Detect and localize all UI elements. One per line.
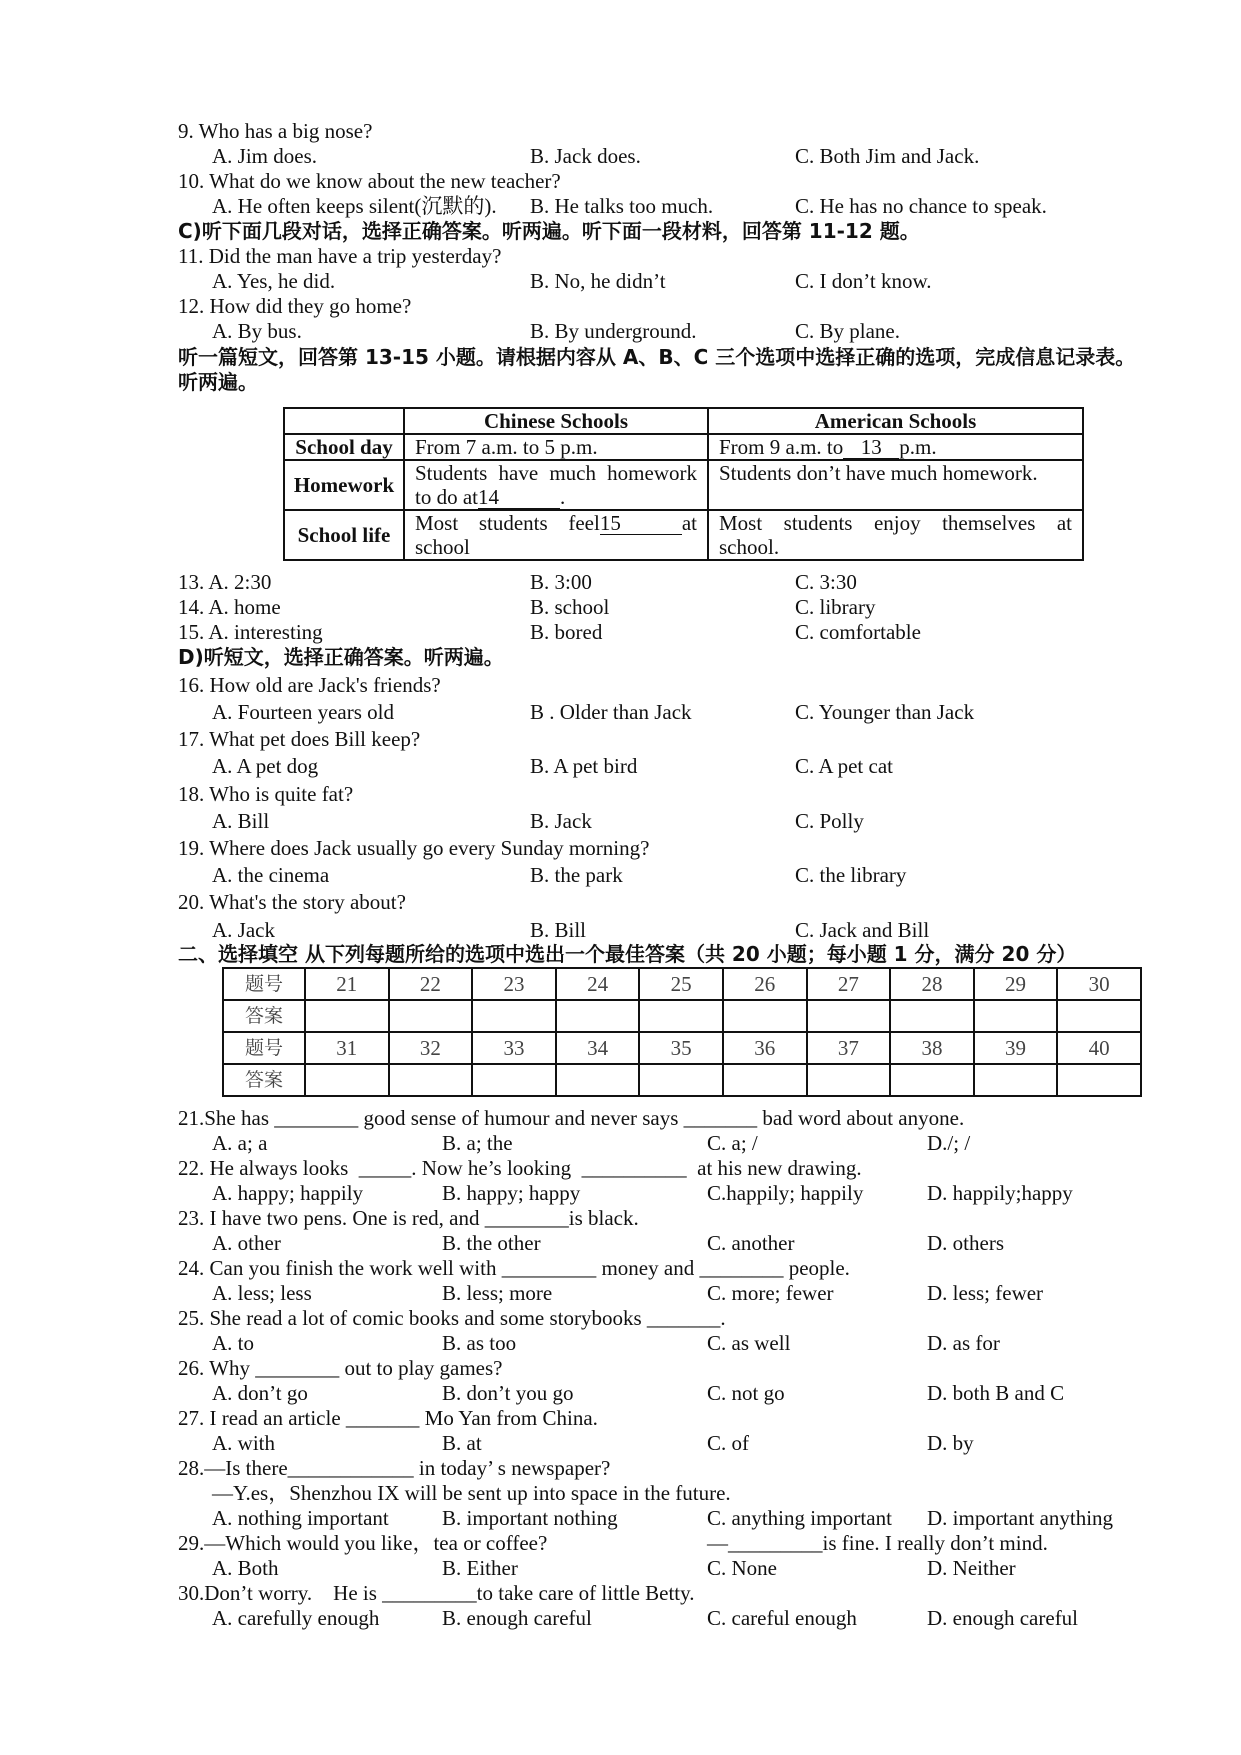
question-number: 25 [639, 968, 723, 1000]
col-header-american: American Schools [708, 408, 1083, 434]
question-number: 22 [389, 968, 473, 1000]
answer-cell[interactable] [1057, 1000, 1141, 1032]
answer-cell[interactable] [305, 1000, 389, 1032]
answer-cell[interactable] [305, 1064, 389, 1096]
question-number: 37 [807, 1032, 891, 1064]
question-number: 34 [556, 1032, 640, 1064]
exam-page: 9. Who has a big nose? A. Jim does. B. Jack does. C. Both Jim and Jack. 10. What do we know about the new teacher? A. He often keeps silent(沉默的). B. He talks too much. C. He has no chance to speak. C)听下面几段对话，选择正确答案。听两遍。听下面一段材料，回答第 11-12 题。 11. Did the man have a trip yesterday? A. Yes, he did. B. No, he didn’t C. I don’t know. 12. How did they go home? A. By bus. B. By underground. C. By plane. 听一篇短文，回答第 13-15 小题。请根据内容从 A、B、C 三个选项中选择正确的选项，完成信息记录表。 听两遍。 Chinese Schools American Schools School day From 7 a.m. to 5 p.m. From 9 a.m. to 13 p.m. Homework Students have much homework to do at14 . Students don’t have much homework. School life Most students feel15 at school Most students enjoy themselves at school. 13. A. 2:30 B. 3:00 C. 3:30 14. A. home B. school C. library 15. A. interesting B. bored C. comfortable D)听短文，选择正确答案。听两遍。 16. How old are Jack's friends? A. Fourteen years old B . Older than Jack C. Younger than Jack 17. What pet does Bill keep? A. A pet dog B. A pet bird C. A pet cat 18. Who is quite fat? A. Bill B. Jack C. Polly 19. Where does Jack usually go every Sunday morning? A. the cinema B. the park C. the library 20. What's the story about? A. Jack B. Bill C. Jack and Bill 二、选择填空 从下列每题所给的选项中选出一个最佳答案（共 20 小题；每小题 1 分，满分 20 分） 题号 21 22 23 24 25 26 27 28 29 30 答案 题号 31 32 33 34 35 36 37 38 39 40 答案 21.She has ________ good sense of humour and never says _______ bad word about anyone. A. a; a B. a; the C. a; / D./; / 22. He always looks _____. Now he’s looking __________ at his new drawing. A. happy; happily B. happy; happy C.happily; happily D. happily;happy 23. I have two pens. One is red, and ________is black. A. other B. the other C. another D. others 24. Can you finish the work well with _________ money and ________ people. A. less; less B. less; more C. more; fewer D. less; fewer 25. She read a lot of comic books and some storybooks _______. A. to B. as too C. as well D. as for 26. Why ________ out to play games? A. don’t go B. don’t you go C. not go D. both B and C 27. I read an article _______ Mo Yan from China. A. with B. at C. of D. by 28.—Is there____________ in today’ s newspaper? —Y.es，Shenzhou IX will be sent up into space in the future. A. nothing important B. important nothing C. anything important D. important anything 29.—Which would you like，tea or coffee? —_________is fine. I really don’t mind. A. Both B. Either C. None D. Neither 30.Don’t worry. He is _________to take care of little Betty. A. carefully enough B. enough careful C. careful enough D. enough careful [0, 0, 1241, 1755]
answer-label: 答案 [223, 1000, 305, 1032]
question-number: 26 [723, 968, 807, 1000]
question-number: 23 [472, 968, 556, 1000]
question-number: 38 [890, 1032, 974, 1064]
blank-13: 13 [843, 437, 899, 459]
blank-15: 15 [600, 513, 682, 535]
question-number: 33 [472, 1032, 556, 1064]
empty-corner [284, 408, 404, 434]
answer-cell[interactable] [723, 1000, 807, 1032]
info-row-school-life [284, 510, 1083, 560]
part-2-heading: 二、选择填空 从下列每题所给的选项中选出一个最佳答案（共 20 小题；每小题 1 分，满分 20 分） [178, 942, 1077, 966]
question-number: 32 [389, 1032, 473, 1064]
chinese-homework: Students have much homework to do at14 . [404, 460, 708, 510]
answer-grid-answers-row-1 [223, 1000, 1141, 1032]
question-number: 28 [890, 968, 974, 1000]
number-label: 题号 [223, 968, 305, 1000]
number-label: 题号 [223, 1032, 305, 1064]
chinese-school-day: From 7 a.m. to 5 p.m. [404, 434, 708, 460]
blank-14: 14 [478, 487, 560, 509]
answer-grid-answers-row-2 [223, 1064, 1141, 1096]
question-number: 40 [1057, 1032, 1141, 1064]
question-number: 36 [723, 1032, 807, 1064]
section-d-heading: D)听短文，选择正确答案。听两遍。 [178, 645, 504, 669]
chinese-school-life: Most students feel15 at school [404, 510, 708, 560]
answer-cell[interactable] [807, 1000, 891, 1032]
question-number: 39 [974, 1032, 1058, 1064]
info-table-header [284, 408, 1083, 434]
answer-cell[interactable] [974, 1064, 1058, 1096]
american-school-day: From 9 a.m. to 13 p.m. [708, 434, 1083, 460]
answer-label: 答案 [223, 1064, 305, 1096]
passage-heading: 听一篇短文，回答第 13-15 小题。请根据内容从 A、B、C 三个选项中选择正确的选项，完成信息记录表。 [178, 345, 1136, 369]
row-label: School life [284, 510, 404, 560]
question-number: 31 [305, 1032, 389, 1064]
american-school-life: Most students enjoy themselves at school. [708, 510, 1083, 560]
question-29-reply: —_________is fine. I really don’t mind. [707, 1531, 1048, 1555]
american-homework: Students don’t have much homework. [708, 460, 1083, 510]
answer-grid-numbers-row-1 [223, 968, 1141, 1000]
answer-cell[interactable] [556, 1064, 640, 1096]
row-label: Homework [284, 460, 404, 510]
question-number: 21 [305, 968, 389, 1000]
answer-cell[interactable] [472, 1064, 556, 1096]
info-row-homework [284, 460, 1083, 510]
answer-cell[interactable] [723, 1064, 807, 1096]
answer-cell[interactable] [974, 1000, 1058, 1032]
answer-cell[interactable] [389, 1000, 473, 1032]
question-number: 27 [807, 968, 891, 1000]
answer-cell[interactable] [639, 1064, 723, 1096]
row-label: School day [284, 434, 404, 460]
question-number: 29 [974, 968, 1058, 1000]
col-header-chinese: Chinese Schools [404, 408, 708, 434]
question-number: 30 [1057, 968, 1141, 1000]
answer-grid [222, 967, 1142, 1097]
answer-cell[interactable] [639, 1000, 723, 1032]
info-record-table [283, 407, 1084, 561]
answer-cell[interactable] [890, 1064, 974, 1096]
answer-cell[interactable] [807, 1064, 891, 1096]
answer-cell[interactable] [472, 1000, 556, 1032]
answer-cell[interactable] [556, 1000, 640, 1032]
question-number: 35 [639, 1032, 723, 1064]
answer-cell[interactable] [890, 1000, 974, 1032]
passage-heading-cont: 听两遍。 [178, 370, 258, 394]
answer-cell[interactable] [1057, 1064, 1141, 1096]
answer-cell[interactable] [389, 1064, 473, 1096]
info-row-school-day [284, 434, 1083, 460]
answer-grid-numbers-row-2 [223, 1032, 1141, 1064]
question-number: 24 [556, 968, 640, 1000]
section-c-heading: C)听下面几段对话，选择正确答案。听两遍。听下面一段材料，回答第 11-12 题。 [178, 219, 920, 243]
